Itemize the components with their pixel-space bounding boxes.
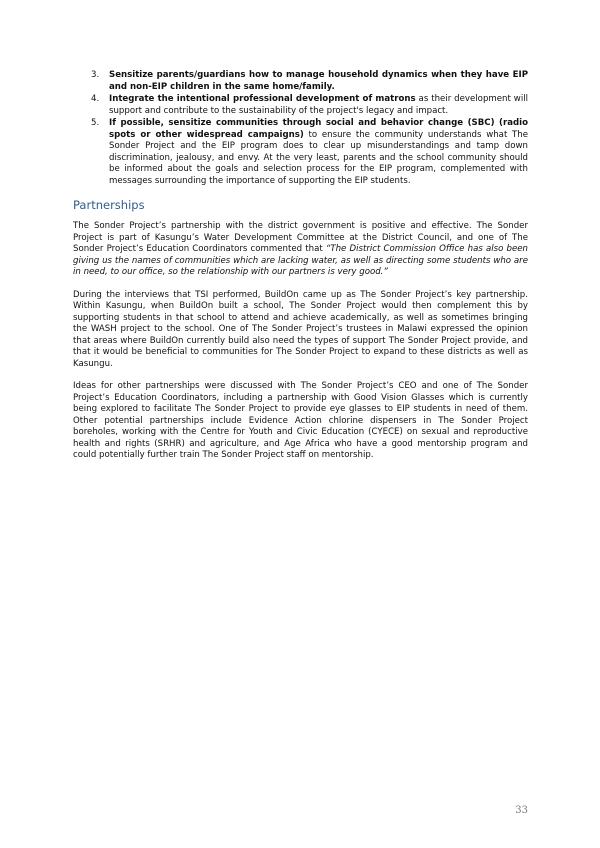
list-item-bold-text: Integrate the intentional professional development of matrons [109, 94, 416, 104]
recommendations-list [73, 70, 528, 187]
paragraph-text: The Sonder Project’s partnership with the district government is positive and effective. The Sonder Project is part of Kasungu’s Water Development Committee at the District Council, and one of The Sonder Project’s Education Coordinators commented that [73, 221, 528, 254]
list-item-number: 5. [91, 118, 100, 128]
list-item-bold-text: If possible, sensitize communities through social and behavior change (SBC) (radio spots or other widespread campaigns) [109, 118, 528, 140]
list-item-number: 4. [91, 94, 100, 104]
paragraph-buildon: During the interviews that TSI performed, BuildOn came up as The Sonder Project’s key partnership. Within Kasungu, when BuildOn built a school, The Sonder Project would then complement this by supporting students in that school to attend and achieve academically, as well as sometimes bringing the WASH project to the school. One of The Sonder Project’s trustees in Malawi expressed the opinion that areas where BuildOn currently build also need the types of support The Sonder Project provide, and that it would be beneficial to communities for The Sonder Project to expand to these districts as well as Kasungu. [73, 289, 528, 369]
section-heading-partnerships: Partnerships [73, 198, 145, 212]
list-item-text: to ensure the community understands what The Sonder Project and the EIP program does to clear up misunderstandings and tamp down discrimination, jealousy, and envy. At the very least, parents and the school community should be informed about the goals and selection process for the EIP program, complemented with messages surrounding the importance of supporting the EIP students. [109, 129, 529, 186]
list-item-number: 3. [91, 70, 100, 80]
list-item [73, 118, 528, 187]
paragraph-other-partnerships: Ideas for other partnerships were discussed with The Sonder Project’s CEO and one of The Sonder Project’s Education Coordinators, including a partnership with Good Vision Glasses which is currently being explored to facilitate The Sonder Project to provide eye glasses to EIP students in need of them. Other potential partnerships include Evidence Action chlorine dispensers in The Sonder Project boreholes, working with the Centre for Youth and Civic Education (CYECE) on sexual and reproductive health and rights (SRHR) and agriculture, and Age Africa who have a good mentorship program and could potentially further train The Sonder Project staff on mentorship. [73, 381, 528, 460]
list-item [73, 70, 528, 93]
list-item-text: as their development will support and contribute to the sustainability of the project's legacy and impact. [109, 94, 528, 116]
list-item-bold-text: Sensitize parents/guardians how to manage household dynamics when they have EIP and non-EIP children in the same home/family. [109, 70, 528, 92]
list-item [73, 94, 528, 117]
quote-text: “The District Commission Office has also been giving us the names of communities which are lacking water, as well as directing some students who are in need, to our office, so the relationship with our partners is very good.” [73, 244, 528, 277]
page-content [73, 70, 528, 473]
paragraph-district-government [73, 221, 528, 279]
page-number: 33 [515, 805, 528, 816]
